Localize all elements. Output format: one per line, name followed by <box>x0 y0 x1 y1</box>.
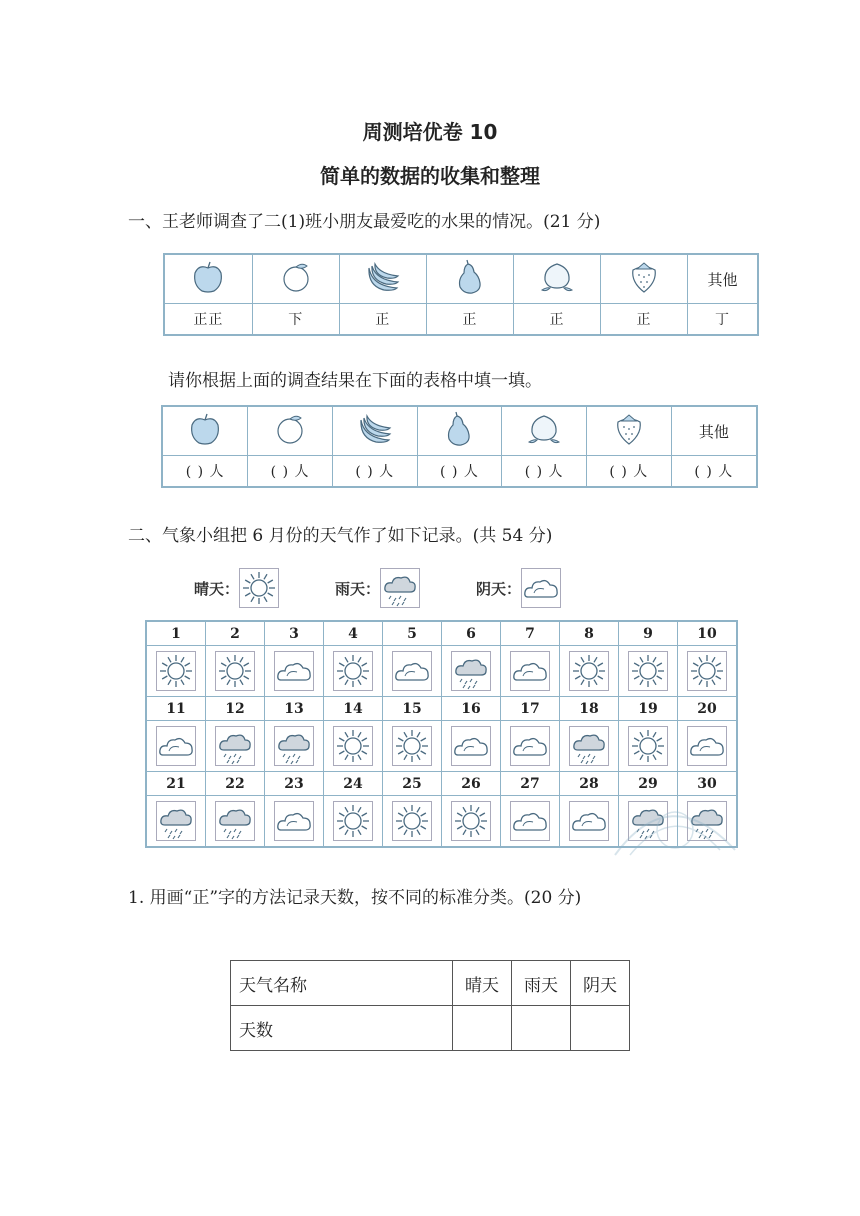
day-weather-cell <box>324 721 383 772</box>
day-number: 10 <box>678 621 738 646</box>
day-weather-cell <box>501 721 560 772</box>
day-number: 11 <box>146 697 206 721</box>
day-number: 20 <box>678 697 738 721</box>
day-weather-cell <box>146 646 206 697</box>
day-weather-cell <box>560 721 619 772</box>
answer-blank[interactable]: ( ) 人 <box>671 456 757 488</box>
fruit-cell <box>587 406 672 456</box>
rain-icon <box>215 801 255 841</box>
cloud-icon <box>274 801 314 841</box>
fruit-cell <box>164 254 252 304</box>
day-weather-cell <box>324 646 383 697</box>
fruit-answer-table <box>161 405 758 488</box>
day-weather-cell <box>206 646 265 697</box>
cloud-icon <box>156 726 196 766</box>
day-weather-cell <box>146 721 206 772</box>
tally-mark: 下 <box>252 304 339 336</box>
day-number: 9 <box>619 621 678 646</box>
answer-blank[interactable]: ( ) 人 <box>587 456 672 488</box>
rain-icon <box>215 726 255 766</box>
day-number: 30 <box>678 772 738 796</box>
question-2-1-heading: 1. 用画“正”字的方法记录天数，按不同的标准分类。(20 分) <box>128 888 582 908</box>
fruit-cell <box>332 406 417 456</box>
apple-icon <box>189 281 227 300</box>
fruit-cell <box>502 406 587 456</box>
tally-mark: 正 <box>601 304 688 336</box>
legend-sunny-label: 晴天： <box>194 579 240 598</box>
legend-cloudy-label: 阴天： <box>476 579 522 598</box>
day-weather-cell <box>501 796 560 848</box>
cloud-icon <box>510 726 550 766</box>
tally-mark: 正 <box>513 304 600 336</box>
tally-mark: 正 <box>426 304 513 336</box>
question-1-instruction: 请你根据上面的调查结果在下面的表格中填一填。 <box>168 371 542 391</box>
fruit-cell <box>513 254 600 304</box>
sun-icon <box>451 801 491 841</box>
day-number: 19 <box>619 697 678 721</box>
answer-blank[interactable]: ( ) 人 <box>248 456 333 488</box>
weather-legend <box>194 570 561 606</box>
legend-rainy-label: 雨天： <box>335 579 381 598</box>
day-number: 13 <box>265 697 324 721</box>
tally-mark: 正 <box>339 304 426 336</box>
day-number: 28 <box>560 772 619 796</box>
rain-icon <box>380 568 420 608</box>
banana-icon <box>356 433 394 452</box>
day-number: 27 <box>501 772 560 796</box>
answer-blank[interactable]: ( ) 人 <box>332 456 417 488</box>
orange-icon <box>277 281 315 300</box>
fruit-cell <box>339 254 426 304</box>
apple-icon <box>186 433 224 452</box>
fruit-cell <box>162 406 248 456</box>
banana-icon <box>364 281 402 300</box>
day-number: 18 <box>560 697 619 721</box>
sun-icon <box>392 801 432 841</box>
day-number: 2 <box>206 621 265 646</box>
day-weather-cell <box>206 796 265 848</box>
cloud-icon <box>451 726 491 766</box>
fruit-cell <box>248 406 333 456</box>
day-number: 24 <box>324 772 383 796</box>
fruit-cell <box>417 406 502 456</box>
sun-icon <box>333 726 373 766</box>
sun-icon <box>333 651 373 691</box>
day-number: 23 <box>265 772 324 796</box>
day-number: 21 <box>146 772 206 796</box>
day-number: 14 <box>324 697 383 721</box>
fruit-cell <box>426 254 513 304</box>
question-2-heading: 二、气象小组把 6 月份的天气作了如下记录。(共 54 分) <box>128 526 553 546</box>
cloud-icon <box>392 651 432 691</box>
day-number: 29 <box>619 772 678 796</box>
tally-mark: 正正 <box>164 304 252 336</box>
sun-icon <box>569 651 609 691</box>
peach-icon <box>525 433 563 452</box>
page-title: 周测培优卷 10 <box>362 120 498 144</box>
rain-icon <box>451 651 491 691</box>
strawberry-icon <box>625 281 663 300</box>
pear-icon <box>451 281 489 300</box>
day-number: 17 <box>501 697 560 721</box>
header-weather-name: 天气名称 <box>231 961 453 1006</box>
fruit-cell <box>252 254 339 304</box>
cloud-icon <box>510 801 550 841</box>
rain-icon <box>156 801 196 841</box>
day-weather-cell <box>619 721 678 772</box>
day-weather-cell <box>442 796 501 848</box>
day-weather-cell <box>678 646 738 697</box>
sun-icon <box>333 801 373 841</box>
tally-mark: 丁 <box>688 304 758 336</box>
day-number: 5 <box>383 621 442 646</box>
day-weather-cell <box>206 721 265 772</box>
sun-icon <box>239 568 279 608</box>
cloud-icon <box>521 568 561 608</box>
sun-icon <box>628 651 668 691</box>
answer-blank[interactable]: ( ) 人 <box>502 456 587 488</box>
pear-icon <box>440 433 478 452</box>
day-weather-cell <box>383 796 442 848</box>
answer-blank[interactable]: ( ) 人 <box>162 456 248 488</box>
day-number: 3 <box>265 621 324 646</box>
header-sunny: 晴天 <box>453 961 512 1006</box>
day-number: 6 <box>442 621 501 646</box>
strawberry-icon <box>610 433 648 452</box>
header-rainy: 雨天 <box>512 961 571 1006</box>
day-number: 22 <box>206 772 265 796</box>
other-label: 其他 <box>688 254 758 304</box>
answer-cell-cloudy[interactable] <box>571 1006 630 1051</box>
header-cloudy: 阴天 <box>571 961 630 1006</box>
sun-icon <box>392 726 432 766</box>
cloud-icon <box>687 726 727 766</box>
sun-icon <box>687 651 727 691</box>
day-weather-cell <box>324 796 383 848</box>
day-weather-cell <box>265 796 324 848</box>
row-label-days: 天数 <box>231 1006 453 1051</box>
day-number: 7 <box>501 621 560 646</box>
answer-cell-sunny[interactable] <box>453 1006 512 1051</box>
day-number: 12 <box>206 697 265 721</box>
weather-count-table <box>230 960 630 1051</box>
answer-blank[interactable]: ( ) 人 <box>417 456 502 488</box>
watermark-stamp <box>610 790 740 860</box>
day-number: 1 <box>146 621 206 646</box>
fruit-cell <box>601 254 688 304</box>
sun-icon <box>156 651 196 691</box>
day-weather-cell <box>383 721 442 772</box>
day-number: 4 <box>324 621 383 646</box>
other-label: 其他 <box>671 406 757 456</box>
cloud-icon <box>510 651 550 691</box>
day-number: 8 <box>560 621 619 646</box>
cloud-icon <box>569 801 609 841</box>
day-weather-cell <box>442 721 501 772</box>
day-weather-cell <box>265 646 324 697</box>
answer-cell-rainy[interactable] <box>512 1006 571 1051</box>
day-number: 26 <box>442 772 501 796</box>
day-weather-cell <box>442 646 501 697</box>
day-number: 15 <box>383 697 442 721</box>
page-subtitle: 简单的数据的收集和整理 <box>320 164 540 188</box>
sun-icon <box>628 726 668 766</box>
rain-icon <box>569 726 609 766</box>
fruit-tally-table <box>163 253 759 336</box>
day-weather-cell <box>619 646 678 697</box>
day-number: 25 <box>383 772 442 796</box>
sun-icon <box>215 651 255 691</box>
rain-icon <box>274 726 314 766</box>
cloud-icon <box>274 651 314 691</box>
day-weather-cell <box>501 646 560 697</box>
day-weather-cell <box>560 646 619 697</box>
day-weather-cell <box>265 721 324 772</box>
day-number: 16 <box>442 697 501 721</box>
day-weather-cell <box>146 796 206 848</box>
day-weather-cell <box>678 721 738 772</box>
question-1-heading: 一、王老师调查了二(1)班小朋友最爱吃的水果的情况。(21 分) <box>128 212 601 232</box>
peach-icon <box>538 281 576 300</box>
orange-icon <box>271 433 309 452</box>
day-weather-cell <box>383 646 442 697</box>
